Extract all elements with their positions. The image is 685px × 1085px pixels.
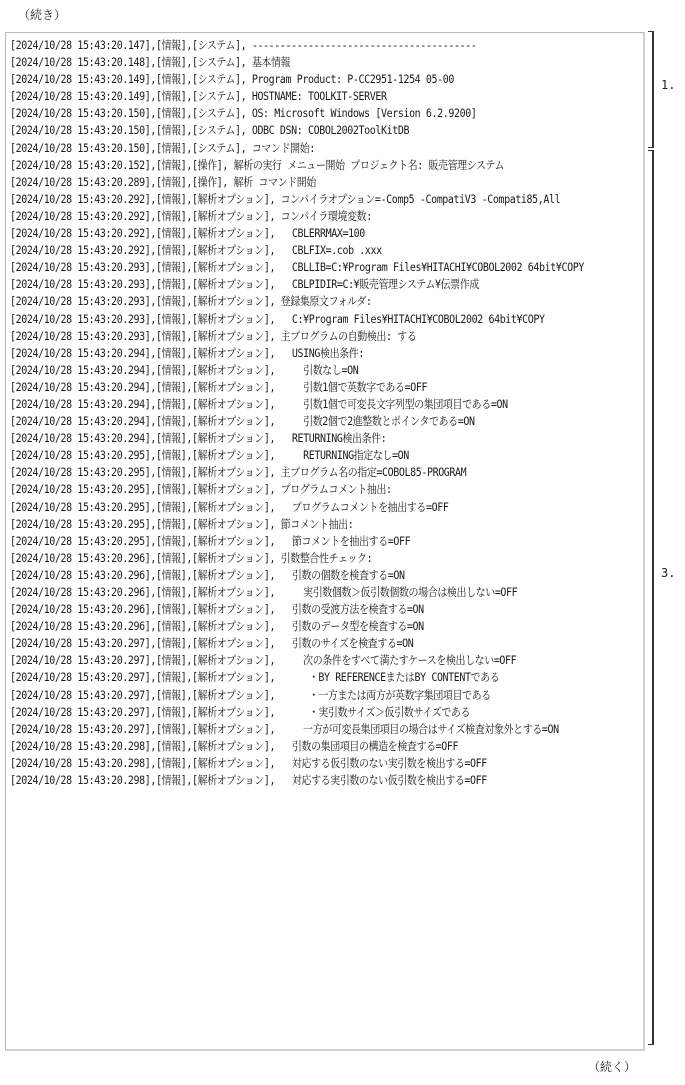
log-line: [2024/10/28 15:43:20.296],[情報],[解析オプション], 引数の受渡方法を検査する=ON: [10, 602, 424, 617]
log-line: [2024/10/28 15:43:20.293],[情報],[解析オプション], C:¥Program Files¥HITACHI¥COBOL2002 64bit¥COPY: [10, 311, 545, 326]
continued-from-caption: （続き）: [18, 8, 67, 22]
log-line: [2024/10/28 15:43:20.295],[情報],[解析オプション], RETURNING指定なし=ON: [10, 448, 409, 463]
log-line: [2024/10/28 15:43:20.147],[情報],[システム], ----------------------------------------: [10, 38, 477, 52]
log-line: [2024/10/28 15:43:20.297],[情報],[解析オプション], ・BY REFERENCEまたはBY CONTENTである: [10, 670, 500, 685]
log-line: [2024/10/28 15:43:20.289],[情報],[操作], 解析 コマンド開始: [10, 174, 316, 189]
log-line: [2024/10/28 15:43:20.292],[情報],[解析オプション], CBLFIX=.cob .xxx: [10, 243, 382, 258]
log-line: [2024/10/28 15:43:20.294],[情報],[解析オプション], 引数1個で可変長文字列型の集団項目である=ON: [10, 396, 508, 411]
log-line: [2024/10/28 15:43:20.149],[情報],[システム], Program Product: P-CC2951-1254 05-00: [10, 72, 455, 87]
section-bracket-3: [648, 150, 654, 1045]
log-line: [2024/10/28 15:43:20.152],[情報],[操作], 解析の実行 メニュー開始 プロジェクト名: 販売管理システム: [10, 157, 505, 172]
log-line: [2024/10/28 15:43:20.295],[情報],[解析オプション], 主プログラム名の指定=COBOL85-PROGRAM: [10, 465, 467, 480]
log-line: [2024/10/28 15:43:20.292],[情報],[解析オプション], コンパイラ環境変数:: [10, 208, 372, 223]
log-line: [2024/10/28 15:43:20.295],[情報],[解析オプション], 節コメントを抽出する=OFF: [10, 533, 411, 548]
log-line: [2024/10/28 15:43:20.297],[情報],[解析オプション], 一方が可変長集団項目の場合はサイズ検査対象外とする=ON: [10, 721, 559, 736]
log-line: [2024/10/28 15:43:20.298],[情報],[解析オプション], 対応する実引数のない仮引数を検出する=OFF: [10, 773, 487, 788]
log-line: [2024/10/28 15:43:20.293],[情報],[解析オプション], CBLLIB=C:¥Program Files¥HITACHI¥COBOL2002 64bit¥COPY: [10, 260, 584, 275]
log-line: [2024/10/28 15:43:20.294],[情報],[解析オプション], 引数なし=ON: [10, 362, 359, 377]
log-line: [2024/10/28 15:43:20.292],[情報],[解析オプション], CBLERRMAX=100: [10, 226, 365, 241]
log-line: [2024/10/28 15:43:20.296],[情報],[解析オプション], 引数整合性チェック:: [10, 550, 373, 565]
log-line: [2024/10/28 15:43:20.150],[情報],[システム], コマンド開始:: [10, 140, 315, 155]
log-line: [2024/10/28 15:43:20.296],[情報],[解析オプション], 引数の個数を検査する=ON: [10, 567, 405, 582]
log-line: [2024/10/28 15:43:20.297],[情報],[解析オプション], 引数のサイズを検査する=ON: [10, 636, 414, 651]
log-line: [2024/10/28 15:43:20.294],[情報],[解析オプション], 引数1個で英数字である=OFF: [10, 379, 428, 394]
section-label-1: 1.: [661, 78, 676, 92]
log-line: [2024/10/28 15:43:20.294],[情報],[解析オプション], 引数2個で2進整数とポインタである=ON: [10, 414, 475, 429]
log-line: [2024/10/28 15:43:20.293],[情報],[解析オプション], 主プログラムの自動検出: する: [10, 328, 417, 343]
log-line: [2024/10/28 15:43:20.297],[情報],[解析オプション], ・実引数サイズ＞仮引数サイズである: [10, 704, 471, 719]
log-line: [2024/10/28 15:43:20.295],[情報],[解析オプション], プログラムコメント抽出:: [10, 482, 392, 497]
log-line: [2024/10/28 15:43:20.296],[情報],[解析オプション], 実引数個数＞仮引数個数の場合は検出しない=OFF: [10, 585, 518, 599]
log-line: [2024/10/28 15:43:20.297],[情報],[解析オプション], ・一方または両方が英数字集団項目である: [10, 687, 491, 702]
log-line: [2024/10/28 15:43:20.297],[情報],[解析オプション], 次の条件をすべて満たすケースを検出しない=OFF: [10, 653, 517, 668]
log-lines: [10, 37, 638, 789]
log-output-box: [5, 32, 645, 1051]
log-line: [2024/10/28 15:43:20.149],[情報],[システム], HOSTNAME: TOOLKIT-SERVER: [10, 89, 387, 104]
log-line: [2024/10/28 15:43:20.295],[情報],[解析オプション], プログラムコメントを抽出する=OFF: [10, 499, 449, 514]
log-line: [2024/10/28 15:43:20.298],[情報],[解析オプション], 引数の集団項目の構造を検査する=OFF: [10, 738, 459, 753]
log-line: [2024/10/28 15:43:20.150],[情報],[システム], OS: Microsoft Windows [Version 6.2.9200]: [10, 106, 477, 121]
log-line: [2024/10/28 15:43:20.295],[情報],[解析オプション], 節コメント抽出:: [10, 516, 354, 531]
log-line: [2024/10/28 15:43:20.294],[情報],[解析オプション], USING検出条件:: [10, 345, 364, 360]
log-line: [2024/10/28 15:43:20.293],[情報],[解析オプション], CBLPIDIR=C:¥販売管理システム¥伝票作成: [10, 277, 479, 292]
log-line: [2024/10/28 15:43:20.292],[情報],[解析オプション], コンパイラオプション=-Comp5 -CompatiV3 -Compati85,All: [10, 191, 561, 206]
log-line: [2024/10/28 15:43:20.298],[情報],[解析オプション], 対応する仮引数のない実引数を検出する=OFF: [10, 755, 487, 770]
log-line: [2024/10/28 15:43:20.296],[情報],[解析オプション], 引数のデータ型を検査する=ON: [10, 619, 424, 634]
log-line: [2024/10/28 15:43:20.148],[情報],[システム], 基本情報: [10, 55, 291, 70]
continued-to-caption: （続く）: [588, 1060, 637, 1074]
log-line: [2024/10/28 15:43:20.293],[情報],[解析オプション], 登録集原文フォルダ:: [10, 294, 372, 309]
section-label-3: 3.: [661, 566, 676, 580]
section-bracket-1: [648, 31, 654, 148]
log-line: [2024/10/28 15:43:20.294],[情報],[解析オプション], RETURNING検出条件:: [10, 431, 387, 446]
log-line: [2024/10/28 15:43:20.150],[情報],[システム], ODBC DSN: COBOL2002ToolKitDB: [10, 123, 410, 138]
